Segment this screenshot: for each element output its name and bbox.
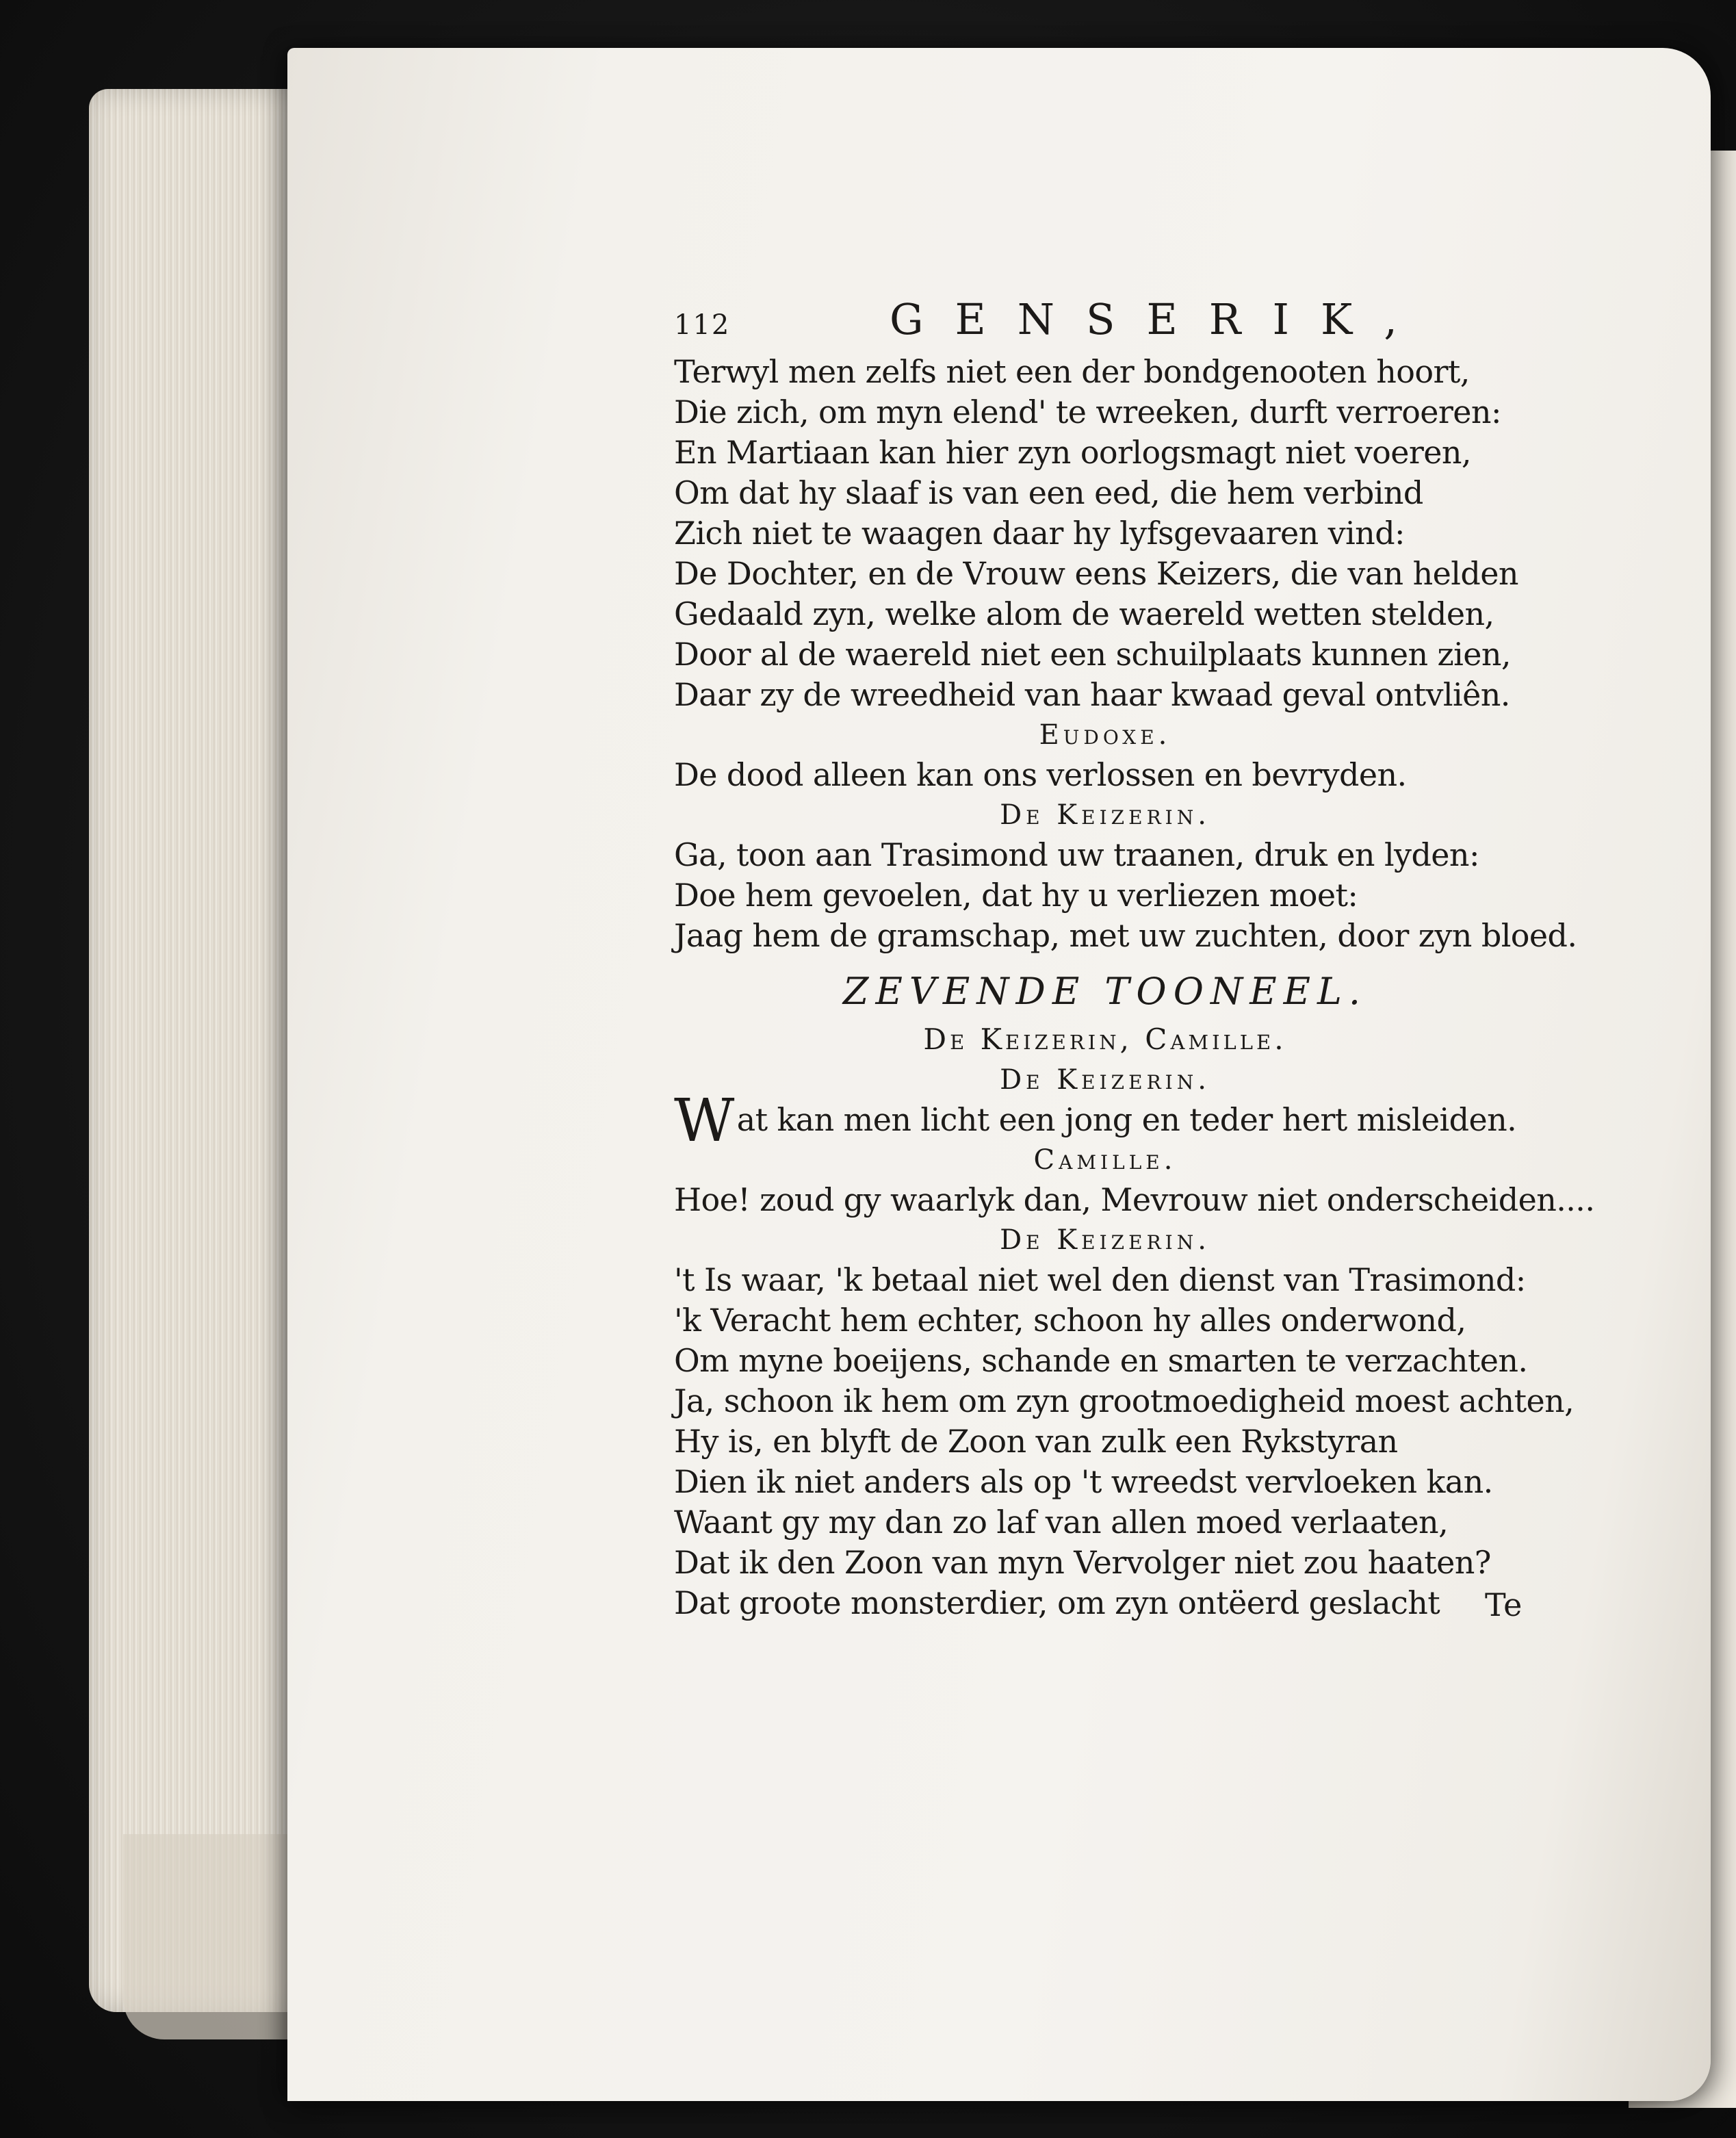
- running-head: [674, 294, 1536, 349]
- drop-cap: W: [674, 1087, 734, 1155]
- verse-line-eudoxe: De dood alleen kan ons verlossen en bevryden.: [674, 756, 1407, 793]
- left-page-stack-edge: [89, 89, 315, 2012]
- verse-line: En Martiaan kan hier zyn oorlogsmagt niet voeren,: [674, 434, 1471, 471]
- verse-passage-two: [674, 835, 1577, 956]
- opening-line-text: at kan men licht een jong en teder hert misleiden.: [736, 1101, 1517, 1138]
- verse-line: Jaag hem de gramschap, met uw zuchten, door zyn bloed.: [674, 917, 1577, 954]
- verse-line: 't Is waar, 'k betaal niet wel den dienst van Trasimond:: [674, 1261, 1526, 1298]
- verse-line: Door al de waereld niet een schuilplaats kunnen zien,: [674, 636, 1511, 673]
- verse-passage-three: [674, 1260, 1575, 1623]
- page-number: 112: [674, 309, 731, 341]
- scene-cast-list: De Keizerin, Camille.: [923, 1022, 1287, 1056]
- verse-line: Die zich, om myn elend' te wreeken, durft verroeren:: [674, 394, 1501, 430]
- verse-line: Doe hem gevoelen, dat hy u verliezen moet:: [674, 877, 1358, 914]
- speaker-keizerin: De Keizerin.: [1000, 1064, 1210, 1096]
- speaker-camille: Camille.: [1033, 1144, 1177, 1176]
- verse-line: 'k Veracht hem echter, schoon hy alles onderwond,: [674, 1302, 1466, 1339]
- speaker-eudoxe: Eudoxe.: [1039, 719, 1171, 751]
- page-text-block: [674, 294, 1595, 1623]
- speaker-keizerin: De Keizerin.: [1000, 1224, 1210, 1256]
- verse-line: Hy is, en blyft de Zoon van zulk een Rykstyran: [674, 1423, 1398, 1460]
- verse-line-camille: Hoe! zoud gy waarlyk dan, Mevrouw niet onderscheiden....: [674, 1181, 1595, 1218]
- verse-line: Daar zy de wreedheid van haar kwaad geval ontvliên.: [674, 676, 1510, 713]
- speaker-keizerin: De Keizerin.: [1000, 799, 1210, 831]
- running-title: GENSERIK,: [890, 294, 1429, 344]
- scene-heading: ZEVENDE TOONEEL.: [842, 970, 1368, 1013]
- verse-line: Dat groote monsterdier, om zyn ontëerd geslacht: [674, 1584, 1440, 1621]
- catchword: Te: [1485, 1586, 1523, 1623]
- verse-line: Dien ik niet anders als op 't wreedst vervloeken kan.: [674, 1463, 1493, 1500]
- verse-line: Gedaald zyn, welke alom de waereld wetten stelden,: [674, 595, 1494, 632]
- verse-line: Dat ik den Zoon van myn Vervolger niet zou haaten?: [674, 1544, 1491, 1581]
- verse-line: Ja, schoon ik hem om zyn grootmoedigheid moest achten,: [674, 1382, 1575, 1419]
- verse-line: De Dochter, en de Vrouw eens Keizers, die van helden: [674, 555, 1518, 592]
- verse-line-opening: [674, 1087, 1536, 1155]
- verse-passage-one: [674, 352, 1536, 715]
- verse-line: Waant gy my dan zo laf van allen moed verlaaten,: [674, 1504, 1449, 1541]
- verse-line: Terwyl men zelfs niet een der bondgenooten hoort,: [674, 353, 1470, 390]
- verse-line: Zich niet te waagen daar hy lyfsgevaaren vind:: [674, 515, 1405, 552]
- verse-line: Ga, toon aan Trasimond uw traanen, druk en lyden:: [674, 836, 1479, 873]
- verse-line: Om myne boeijens, schande en smarten te verzachten.: [674, 1342, 1528, 1379]
- verse-line: Om dat hy slaaf is van een eed, die hem verbind: [674, 474, 1423, 511]
